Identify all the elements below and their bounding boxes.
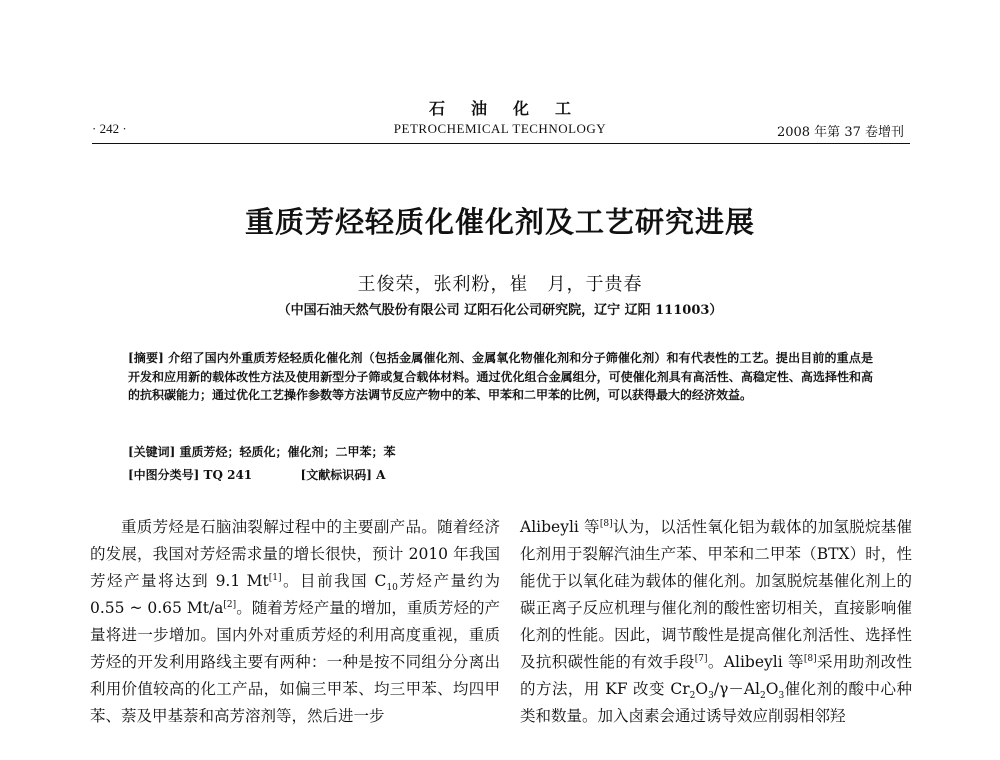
keywords-text: 重质芳烃；轻质化；催化剂；二甲苯；苯 — [179, 445, 396, 459]
article-affiliation: （中国石油天然气股份有限公司 辽阳石化公司研究院，辽宁 辽阳 111003） — [277, 303, 723, 318]
class-label: [中图分类号] — [128, 468, 200, 482]
class-value: TQ 241 — [203, 468, 253, 482]
journal-title-en: PETROCHEMICAL TECHNOLOGY — [393, 121, 607, 136]
abstract-label: [摘要] — [128, 351, 164, 365]
keywords-line — [128, 443, 396, 460]
body-column-right — [520, 514, 912, 730]
body-paragraph: 重质芳烃是石脑油裂解过程中的主要副产品。随着经济的发展，我国对芳烃需求量的增长很快，预计 2010 年我国芳烃产量将达到 9.1 Mt[1]。目前我国 $C_{10}$芳烃产量约为 0.55 ~ 0.65 Mt/a[2]。随着芳烃产量的增加，重质芳烃的产量将进一步增加。国内外对重质芳烃的利用高度重视，重质芳烃的开发利用路线主要有两种：一种是按不同组分分离出利用价值较高的化工产品，如偏三甲苯、均三甲苯、均四甲苯、萘及甲基萘和高芳溶剂等，然后进一步 — [90, 518, 500, 725]
body-paragraph: Alibeyli 等[8]认为，以活性氧化铝为载体的加氢脱烷基催化剂用于裂解汽油生产苯、甲苯和二甲苯（BTX）时，性能优于以氧化硅为载体的催化剂。加氢脱烷基催化剂上的碳正离子反应机理与催化剂的酸性密切相关，直接影响催化剂的性能。因此，调节酸性是提高催化剂活性、选择性及抗积碳性能的有效手段[7]。Alibeyli 等[8]采用助剂改性的方法，用 KF 改变 $Cr_2O_3/\gamma-Al_2O_3$催化剂的酸中心种类和数量。加入卤素会通过诱导效应削弱相邻羟 — [520, 518, 912, 725]
abstract-text: 介绍了国内外重质芳烃轻质化催化剂（包括金属催化剂、金属氧化物催化剂和分子筛催化剂）和有代表性的工艺。提出目前的重点是开发和应用新的载体改性方法及使用新型分子筛或复合载体材料。通过优化组合金属组分，可使催化剂具有高活性、高稳定性、高选择性和高的抗积碳能力；通过优化工艺操作参数等方法调节反应产物中的苯、甲苯和二甲苯的比例，可以获得最大的经济效益。 — [128, 351, 873, 403]
issue-info: 2008 年第 37 卷增刊 — [776, 125, 904, 140]
body-column-left — [90, 514, 500, 730]
article-authors: 王俊荣，张利粉，崔 月，于贵春 — [357, 274, 643, 295]
citation-ref: [7] — [694, 653, 708, 664]
article-title: 重质芳烃轻质化催化剂及工艺研究进展 — [244, 205, 755, 239]
journal-title-cn: 石油化工 — [428, 99, 597, 118]
page-number: · 242 · — [92, 121, 127, 136]
header-rule — [92, 143, 910, 144]
keywords-label: [关键词] — [128, 445, 176, 459]
citation-ref: [8] — [599, 518, 613, 529]
abstract — [128, 349, 873, 405]
doc-code-label: [文献标识码] — [300, 468, 372, 482]
classification-line — [128, 466, 385, 483]
citation-ref: [8] — [803, 653, 817, 664]
citation-ref: [2] — [223, 599, 237, 610]
citation-ref: [1] — [268, 572, 282, 583]
doc-code-value: A — [376, 468, 386, 482]
